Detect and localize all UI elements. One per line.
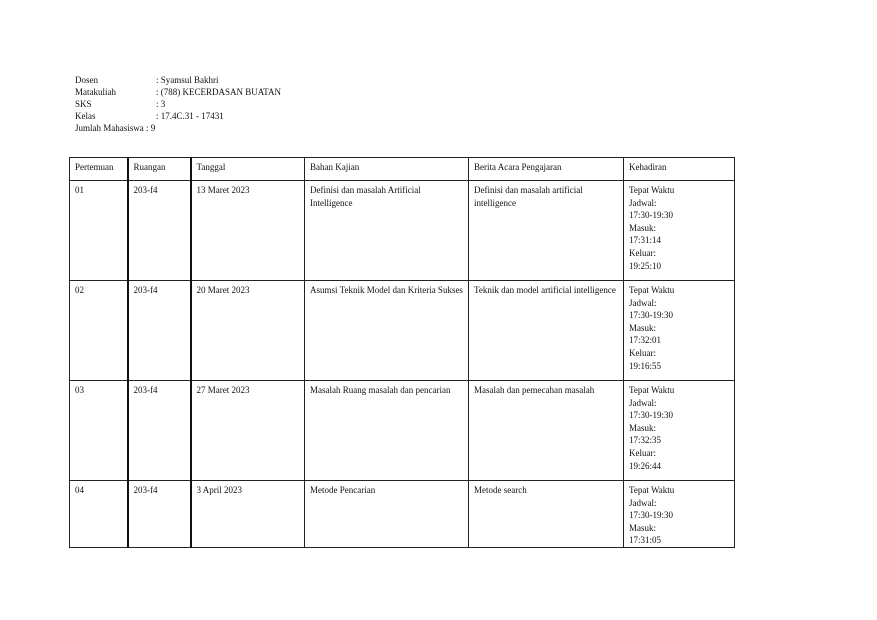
dosen-value: : Syamsul Bakhri bbox=[156, 75, 219, 85]
table-header-row bbox=[70, 158, 735, 181]
column-header-ruangan: Ruangan bbox=[128, 158, 191, 181]
kehadiran-keluar-value: 19:25:10 bbox=[629, 260, 662, 271]
kehadiran-masuk-value: 17:31:05 bbox=[629, 535, 662, 546]
cell-tanggal: 13 Maret 2023 bbox=[191, 181, 305, 281]
cell-pertemuan: 04 bbox=[70, 481, 128, 548]
cell-berita-acara: Teknik dan model artificial intelligence bbox=[469, 281, 624, 381]
kehadiran-masuk-value: 17:32:01 bbox=[629, 335, 662, 346]
table-row bbox=[70, 481, 735, 548]
cell-kehadiran bbox=[624, 381, 735, 481]
kehadiran-jadwal-label: Jadwal: bbox=[629, 497, 657, 508]
cell-bahan-kajian: Metode Pencarian bbox=[305, 481, 469, 548]
sks-value: : 3 bbox=[156, 99, 166, 109]
cell-bahan-kajian: Asumsi Teknik Model dan Kriteria Sukses bbox=[305, 281, 469, 381]
jumlah-mahasiswa-label: Jumlah Mahasiswa bbox=[75, 123, 144, 133]
kehadiran-jadwal-label: Jadwal: bbox=[629, 297, 657, 308]
table-row bbox=[70, 281, 735, 381]
kehadiran-status: Tepat Waktu bbox=[629, 185, 675, 195]
cell-ruangan: 203-f4 bbox=[128, 281, 191, 381]
kehadiran-jadwal-label: Jadwal: bbox=[629, 397, 657, 408]
kehadiran-keluar-label: Keluar: bbox=[629, 347, 656, 358]
kelas-label: Kelas bbox=[75, 111, 96, 121]
cell-berita-acara: Metode search bbox=[469, 481, 624, 548]
kehadiran-jadwal-value: 17:30-19:30 bbox=[629, 510, 673, 521]
kehadiran-keluar-label: Keluar: bbox=[629, 247, 656, 258]
cell-tanggal: 27 Maret 2023 bbox=[191, 381, 305, 481]
kelas-value: : 17.4C.31 - 17431 bbox=[156, 111, 224, 121]
cell-pertemuan: 03 bbox=[70, 381, 128, 481]
cell-ruangan: 203-f4 bbox=[128, 381, 191, 481]
kehadiran-jadwal-label: Jadwal: bbox=[629, 197, 657, 208]
kehadiran-jadwal-value: 17:30-19:30 bbox=[629, 210, 673, 221]
cell-tanggal: 3 April 2023 bbox=[191, 481, 305, 548]
kehadiran-masuk-value: 17:31:14 bbox=[629, 235, 662, 246]
column-header-pertemuan: Pertemuan bbox=[70, 158, 128, 181]
kehadiran-jadwal-value: 17:30-19:30 bbox=[629, 310, 673, 321]
kehadiran-keluar-value: 19:16:55 bbox=[629, 360, 662, 371]
cell-berita-acara: Masalah dan pemecahan masalah bbox=[469, 381, 624, 481]
cell-tanggal: 20 Maret 2023 bbox=[191, 281, 305, 381]
column-header-kehadiran: Kehadiran bbox=[624, 158, 735, 181]
cell-kehadiran bbox=[624, 181, 735, 281]
kehadiran-keluar-label: Keluar: bbox=[629, 447, 656, 458]
kehadiran-status: Tepat Waktu bbox=[629, 485, 675, 495]
matakuliah-value: : (788) KECERDASAN BUATAN bbox=[156, 87, 282, 97]
kehadiran-status: Tepat Waktu bbox=[629, 385, 675, 395]
cell-pertemuan: 02 bbox=[70, 281, 128, 381]
column-header-bahan-kajian: Bahan Kajian bbox=[305, 158, 469, 181]
kehadiran-masuk-value: 17:32:35 bbox=[629, 435, 662, 446]
table-row bbox=[70, 381, 735, 481]
matakuliah-row bbox=[75, 86, 395, 98]
kehadiran-masuk-label: Masuk: bbox=[629, 222, 656, 233]
course-info-header bbox=[75, 74, 395, 134]
cell-ruangan: 203-f4 bbox=[128, 181, 191, 281]
meeting-schedule-table bbox=[69, 157, 735, 548]
cell-ruangan: 203-f4 bbox=[128, 481, 191, 548]
cell-berita-acara: Definisi dan masalah artificial intelligence bbox=[469, 181, 624, 281]
kehadiran-status: Tepat Waktu bbox=[629, 285, 675, 295]
sks-row bbox=[75, 98, 395, 110]
table-row bbox=[70, 181, 735, 281]
cell-kehadiran bbox=[624, 281, 735, 381]
sks-label: SKS bbox=[75, 99, 92, 109]
cell-bahan-kajian: Definisi dan masalah Artificial Intelligence bbox=[305, 181, 469, 281]
column-header-tanggal: Tanggal bbox=[191, 158, 305, 181]
matakuliah-label: Matakuliah bbox=[75, 87, 116, 97]
kehadiran-masuk-label: Masuk: bbox=[629, 422, 656, 433]
cell-pertemuan: 01 bbox=[70, 181, 128, 281]
jumlah-mahasiswa-row bbox=[75, 122, 395, 134]
cell-kehadiran bbox=[624, 481, 735, 548]
column-header-berita-acara: Berita Acara Pengajaran bbox=[469, 158, 624, 181]
kehadiran-masuk-label: Masuk: bbox=[629, 522, 656, 533]
kelas-row bbox=[75, 110, 395, 122]
dosen-row bbox=[75, 74, 395, 86]
dosen-label: Dosen bbox=[75, 75, 98, 85]
jumlah-mahasiswa-value: : 9 bbox=[146, 123, 156, 133]
kehadiran-keluar-value: 19:26:44 bbox=[629, 460, 662, 471]
kehadiran-jadwal-value: 17:30-19:30 bbox=[629, 410, 673, 421]
kehadiran-masuk-label: Masuk: bbox=[629, 322, 656, 333]
cell-bahan-kajian: Masalah Ruang masalah dan pencarian bbox=[305, 381, 469, 481]
